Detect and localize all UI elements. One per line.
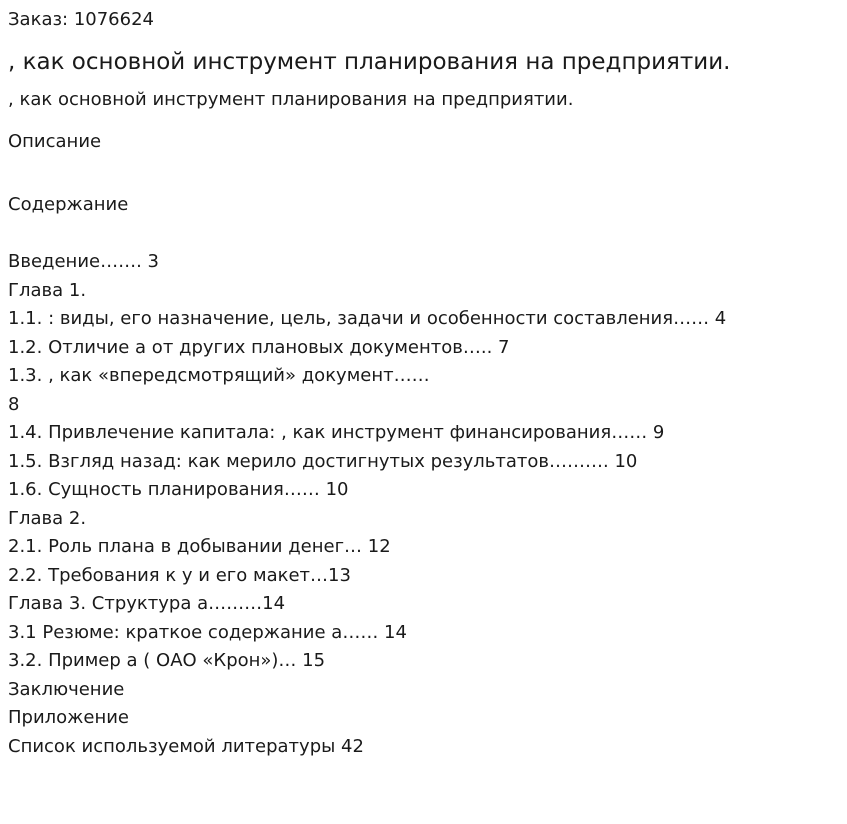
toc-item-appendix: Приложение <box>8 707 130 728</box>
toc-item-1-3-page: 8 <box>8 393 20 415</box>
toc-item-chapter-3: Глава 3. Структура а………14 <box>8 593 286 614</box>
toc-item-chapter-2: Глава 2. <box>8 507 87 529</box>
toc-item-2-2: 2.2. Требования к у и его макет…13 <box>8 564 351 586</box>
table-of-contents <box>8 250 726 763</box>
toc-item-chapter-1: Глава 1. <box>8 279 87 301</box>
page-subtitle: , как основной инструмент планирования на предприятии. <box>8 89 574 110</box>
toc-item-1-1: 1.1. : виды, его назначение, цель, задачи и особенности составления…… 4 <box>8 308 727 329</box>
order-number: Заказ: 1076624 <box>8 9 154 30</box>
toc-item-3-1: 3.1 Резюме: краткое содержание а…… 14 <box>8 621 407 643</box>
toc-item-2-1: 2.1. Роль плана в добывании денег… 12 <box>8 536 391 557</box>
contents-heading: Содержание <box>8 194 129 215</box>
toc-item-introduction: Введение……. 3 <box>8 251 159 272</box>
toc-item-1-3: 1.3. , как «впередсмотрящий» документ…… <box>8 365 430 386</box>
page-title: , как основной инструмент планирования на предприятии. <box>8 49 731 75</box>
toc-item-conclusion: Заключение <box>8 678 125 700</box>
toc-item-1-4: 1.4. Привлечение капитала: , как инструмент финансирования…… 9 <box>8 422 665 443</box>
toc-item-1-2: 1.2. Отличие а от других плановых документов….. 7 <box>8 336 510 358</box>
description-heading: Описание <box>8 131 102 152</box>
toc-item-1-6: 1.6. Сущность планирования…… 10 <box>8 479 349 500</box>
toc-item-1-5: 1.5. Взгляд назад: как мерило достигнутых результатов………. 10 <box>8 450 638 472</box>
toc-item-bibliography: Список используемой литературы 42 <box>8 735 364 757</box>
toc-item-3-2: 3.2. Пример а ( ОАО «Крон»)… 15 <box>8 650 326 671</box>
